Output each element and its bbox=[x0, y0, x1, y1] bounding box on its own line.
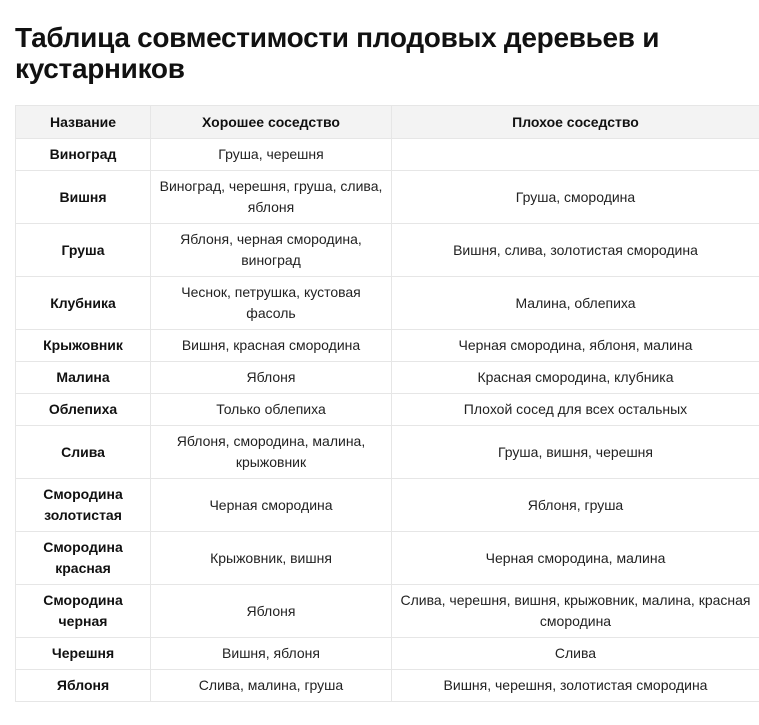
good-neighbors-cell: Слива, малина, груша bbox=[151, 670, 392, 702]
good-neighbors-cell: Виноград, черешня, груша, слива, яблоня bbox=[151, 171, 392, 224]
bad-neighbors-cell: Вишня, черешня, золотистая смородина bbox=[392, 670, 759, 702]
table-row bbox=[16, 394, 759, 426]
good-neighbors-cell: Чеснок, петрушка, кустовая фасоль bbox=[151, 277, 392, 330]
table-row bbox=[16, 585, 759, 638]
good-neighbors-cell: Груша, черешня bbox=[151, 139, 392, 171]
table-row bbox=[16, 670, 759, 702]
plant-name-cell: Яблоня bbox=[16, 670, 151, 702]
column-header-name: Название bbox=[16, 106, 151, 139]
bad-neighbors-cell: Яблоня, груша bbox=[392, 479, 759, 532]
plant-name-cell: Крыжовник bbox=[16, 330, 151, 362]
table-body bbox=[16, 139, 759, 702]
good-neighbors-cell: Черная смородина bbox=[151, 479, 392, 532]
table-row bbox=[16, 479, 759, 532]
plant-name-cell: Виноград bbox=[16, 139, 151, 171]
good-neighbors-cell: Вишня, красная смородина bbox=[151, 330, 392, 362]
bad-neighbors-cell: Малина, облепиха bbox=[392, 277, 759, 330]
good-neighbors-cell: Яблоня bbox=[151, 585, 392, 638]
plant-name-cell: Вишня bbox=[16, 171, 151, 224]
plant-name-cell: Черешня bbox=[16, 638, 151, 670]
plant-name-cell: Клубника bbox=[16, 277, 151, 330]
good-neighbors-cell: Вишня, яблоня bbox=[151, 638, 392, 670]
good-neighbors-cell: Только облепиха bbox=[151, 394, 392, 426]
bad-neighbors-cell: Груша, вишня, черешня bbox=[392, 426, 759, 479]
good-neighbors-cell: Яблоня bbox=[151, 362, 392, 394]
plant-name-cell: Груша bbox=[16, 224, 151, 277]
bad-neighbors-cell: Слива, черешня, вишня, крыжовник, малина, красная смородина bbox=[392, 585, 759, 638]
good-neighbors-cell: Яблоня, смородина, малина, крыжовник bbox=[151, 426, 392, 479]
plant-name-cell: Смородина красная bbox=[16, 532, 151, 585]
bad-neighbors-cell: Черная смородина, яблоня, малина bbox=[392, 330, 759, 362]
bad-neighbors-cell: Вишня, слива, золотистая смородина bbox=[392, 224, 759, 277]
bad-neighbors-cell: Плохой сосед для всех остальных bbox=[392, 394, 759, 426]
table-header bbox=[16, 106, 759, 139]
bad-neighbors-cell bbox=[392, 139, 759, 171]
column-header-good-neighbors: Хорошее соседство bbox=[151, 106, 392, 139]
good-neighbors-cell: Яблоня, черная смородина, виноград bbox=[151, 224, 392, 277]
bad-neighbors-cell: Черная смородина, малина bbox=[392, 532, 759, 585]
plant-name-cell: Малина bbox=[16, 362, 151, 394]
table-row bbox=[16, 362, 759, 394]
compatibility-table bbox=[15, 105, 759, 702]
table-row bbox=[16, 277, 759, 330]
table-row bbox=[16, 532, 759, 585]
plant-name-cell: Облепиха bbox=[16, 394, 151, 426]
header-row bbox=[16, 106, 759, 139]
plant-name-cell: Слива bbox=[16, 426, 151, 479]
plant-name-cell: Смородина черная bbox=[16, 585, 151, 638]
table-row bbox=[16, 330, 759, 362]
bad-neighbors-cell: Красная смородина, клубника bbox=[392, 362, 759, 394]
plant-name-cell: Смородина золотистая bbox=[16, 479, 151, 532]
bad-neighbors-cell: Слива bbox=[392, 638, 759, 670]
table-row bbox=[16, 638, 759, 670]
good-neighbors-cell: Крыжовник, вишня bbox=[151, 532, 392, 585]
table-row bbox=[16, 426, 759, 479]
page-title: Таблица совместимости плодовых деревьев и кустарников bbox=[15, 22, 660, 84]
table-row bbox=[16, 171, 759, 224]
table-row bbox=[16, 224, 759, 277]
bad-neighbors-cell: Груша, смородина bbox=[392, 171, 759, 224]
table-row bbox=[16, 139, 759, 171]
column-header-bad-neighbors: Плохое соседство bbox=[392, 106, 759, 139]
